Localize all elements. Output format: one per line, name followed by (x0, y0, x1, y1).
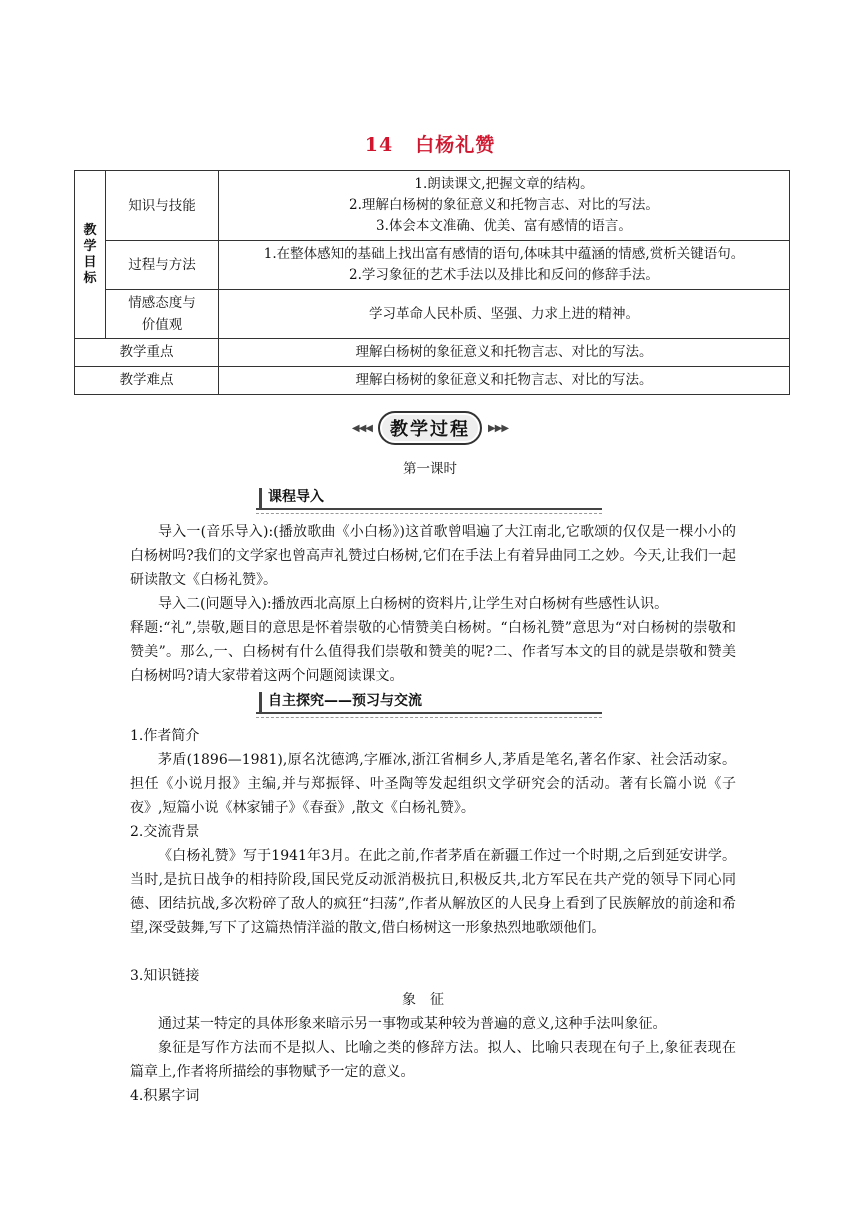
goals-group-char: 教 (83, 222, 97, 238)
goals-group-char: 标 (83, 270, 97, 286)
goal-line: 学习革命人民朴质、坚强、力求上进的精神。 (369, 305, 639, 322)
difficult-point-text: 理解白杨树的象征意义和托物言志、对比的写法。 (219, 367, 790, 395)
section-heading-intro: 课程导入 (256, 486, 602, 510)
difficult-point-label: 教学难点 (75, 367, 219, 395)
category-attitude (106, 290, 219, 339)
teaching-goals-table (74, 170, 790, 395)
category-knowledge: 知识与技能 (106, 171, 219, 241)
category-line: 价值观 (141, 317, 183, 333)
intro-paragraph-3: 释题:“礼”,崇敬,题目的意思是怀着崇敬的心情赞美白杨树。“白杨礼赞”意思为“对白杨树的崇敬和赞美”。那么,一、白杨树有什么值得我们崇敬和赞美的呢?二、作者写本文的目的就是崇敬和赞美白杨树吗?请大家带着这两个问题阅读课文。 (130, 620, 736, 684)
goals-group-label (75, 171, 106, 339)
goal-line: 3.体会本文准确、优美、富有感情的语言。 (376, 218, 632, 234)
left-arrows-icon: ◀◀◀ (351, 422, 372, 434)
key-point-text: 理解白杨树的象征意义和托物言志、对比的写法。 (219, 339, 790, 367)
table-row (75, 339, 790, 367)
banner-label: 教学过程 (378, 411, 482, 445)
key-point-label: 教学重点 (75, 339, 219, 367)
knowledge-paragraph-1: 通过某一特定的具体形象来暗示另一事物或某种较为普遍的意义,这种手法叫象征。 (158, 1016, 667, 1032)
category-process: 过程与方法 (106, 241, 219, 290)
goals-group-char: 学 (83, 238, 97, 254)
page-title (0, 130, 860, 157)
table-row (75, 241, 790, 290)
table-row (75, 367, 790, 395)
goal-line: 2.理解白杨树的象征意义和托物言志、对比的写法。 (349, 197, 659, 213)
background-text: 《白杨礼赞》写于1941年3月。在此之前,作者茅盾在新疆工作过一个时期,之后到延安讲学。当时,是抗日战争的相持阶段,国民党反动派消极抗日,积极反共,北方军民在共产党的领导下同心同德、团结抗战,多次粉碎了敌人的疯狂“扫荡”,作者从解放区的人民身上看到了民族解放的前途和希望,深受鼓舞,写下了这篇热情洋溢的散文,借白杨树这一形象热烈地歌颂他们。 (130, 848, 736, 936)
right-arrows-icon: ▶▶▶ (488, 422, 509, 434)
goals-group-text (79, 223, 101, 287)
item-title-background: 2.交流背景 (130, 824, 200, 840)
table-row (75, 171, 790, 241)
item-title-author: 1.作者简介 (130, 728, 200, 744)
intro-paragraph-1: 导入一(音乐导入):(播放歌曲《小白杨》)这首歌曾唱遍了大江南北,它歌颂的仅仅是一棵小小的白杨树吗?我们的文学家也曾高声礼赞过白杨树,它们在手法上有着异曲同工之妙。今天,让我们一起研读散文《白杨礼赞》。 (130, 524, 736, 588)
knowledge-heading: 象征 (402, 992, 458, 1008)
goal-content-process (219, 241, 790, 290)
goal-content-attitude (219, 290, 790, 339)
teaching-process-banner (0, 410, 860, 446)
item-title-knowledge: 3.知识链接 (130, 968, 200, 984)
goals-group-char: 目 (83, 254, 97, 270)
goal-content-knowledge (219, 171, 790, 241)
item-title-vocabulary: 4.积累字词 (130, 1088, 200, 1104)
intro-paragraph-2: 导入二(问题导入):播放西北高原上白杨树的资料片,让学生对白杨树有些感性认识。 (158, 596, 669, 612)
lesson-number: 14 (364, 134, 394, 156)
goal-line: 2.学习象征的艺术手法以及排比和反问的修辞手法。 (349, 267, 659, 283)
table-row (75, 290, 790, 339)
knowledge-paragraph-2: 象征是写作方法而不是拟人、比喻之类的修辞方法。拟人、比喻只表现在句子上,象征表现在篇章上,作者将所描绘的事物赋予一定的意义。 (130, 1040, 736, 1080)
lesson-label: 第一课时 (403, 461, 457, 477)
author-intro-text: 茅盾(1896—1981),原名沈德鸿,字雁冰,浙江省桐乡人,茅盾是笔名,著名作家、社会活动家。担任《小说月报》主编,并与郑振铎、叶圣陶等发起组织文学研究会的活动。著有长篇小说《子夜》,短篇小说《林家铺子》《春蚕》,散文《白杨礼赞》。 (130, 752, 736, 816)
category-line: 情感态度与 (128, 295, 196, 311)
goal-line: 1.朗读课文,把握文章的结构。 (414, 176, 594, 192)
section-heading-explore: 自主探究——预习与交流 (256, 690, 602, 714)
goal-line: 1.在整体感知的基础上找出富有感情的语句,体味其中蕴涵的情感,赏析关键语句。 (263, 246, 745, 262)
lesson-title: 白杨礼赞 (415, 134, 496, 156)
